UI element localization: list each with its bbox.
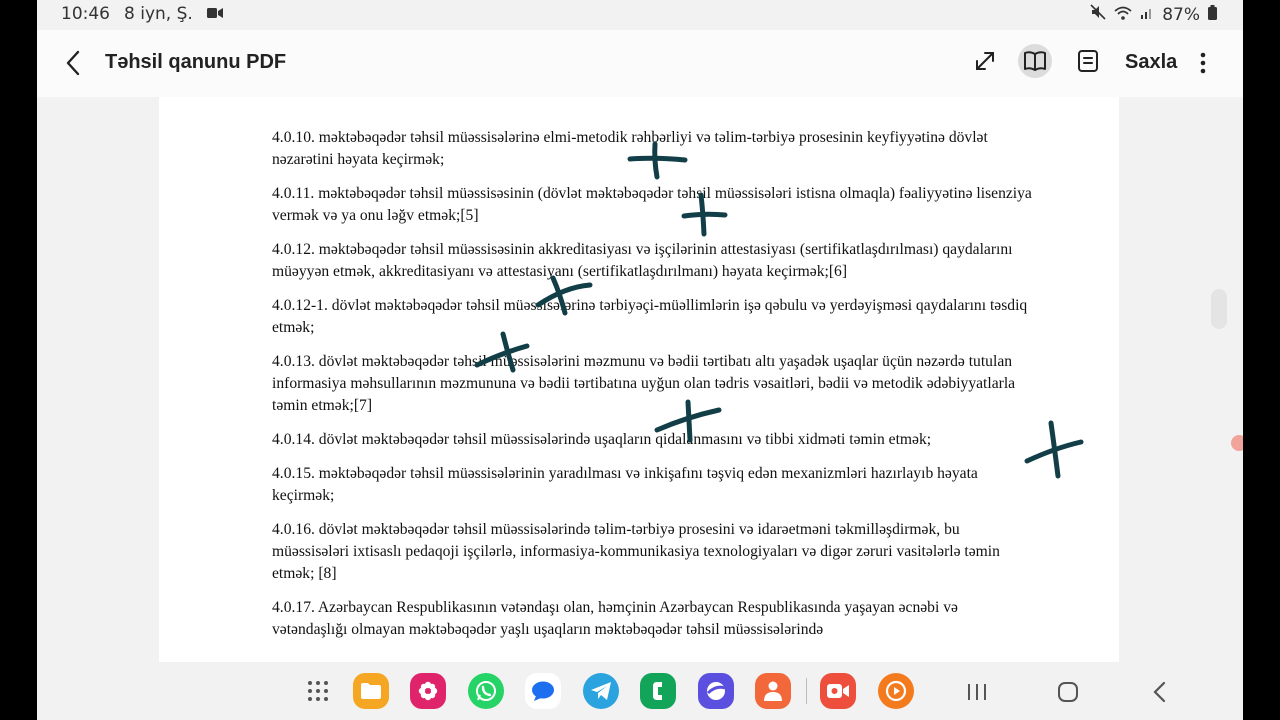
more-options-icon (1193, 48, 1213, 78)
paragraph: 4.0.12-1. dövlət məktəbəqədər təhsil müəssisələrinə tərbiyəçi-müəllimlərin işə qəbulu və yerdəyişməsi qaydalarını təsdiq etmək; (272, 297, 1028, 336)
save-button[interactable]: Saxla (1125, 51, 1178, 73)
status-bar (37, 0, 1243, 30)
android-screen (37, 0, 1243, 720)
more-options-button[interactable] (1193, 48, 1213, 78)
system-back-button[interactable] (1148, 680, 1172, 704)
home-icon (1057, 681, 1079, 703)
back-button[interactable] (59, 48, 89, 78)
paragraph: 4.0.15. məktəbəqədər təhsil müəssisələrinin yaradılması və inkişafını təşviq edən mexanizmləri hazırlayıb həyata keçirmək; (272, 465, 978, 504)
video-editor-app-icon[interactable] (878, 673, 914, 709)
phone-app-icon[interactable] (640, 673, 676, 709)
dock-divider (806, 678, 807, 704)
app-drawer-icon[interactable] (300, 673, 336, 709)
internet-app-icon[interactable] (698, 673, 734, 709)
recent-apps-button[interactable] (965, 680, 989, 704)
video-icon (207, 4, 223, 24)
paragraph: 4.0.17. Azərbaycan Respublikasının vətəndaşı olan, həmçinin Azərbaycan Respublikasında yaşayan əcnəbi və vətəndaşlığı olmayan məktəbəqədər yaşlı uşaqların məktəbəqədər təhsil müəssisələrində (272, 599, 958, 638)
paragraph: 4.0.10. məktəbəqədər təhsil müəssisələrinə elmi-metodik rəhbərliyi və təlim-tərbiyə prosesinin keyfiyyətinə dövlət nəzarətini həyata keçirmək; (272, 129, 988, 168)
messages-app-icon[interactable] (525, 673, 561, 709)
battery-icon (1208, 5, 1217, 25)
battery-percent: 87% (1162, 4, 1200, 25)
pdf-toolbar (37, 30, 1243, 98)
wifi-icon (1114, 5, 1132, 25)
gallery-app-icon[interactable] (410, 673, 446, 709)
document-outline-icon (1077, 49, 1099, 73)
system-back-icon (1152, 681, 1168, 703)
status-time: 10:46 (61, 4, 110, 24)
whatsapp-app-icon[interactable] (468, 673, 504, 709)
paragraph: 4.0.16. dövlət məktəbəqədər təhsil müəssisələrində təlim-tərbiyə prosesini və idarəetməni təkmilləşdirmək, bu müəssisələri ixtisaslı pedaqoji işçilərlə, informasiya-kommunikasiya texnologiyaları və digər zəruri vasitələrlə təmin etmək; [8] (272, 521, 1000, 582)
files-app-icon[interactable] (353, 673, 389, 709)
document-title: Təhsil qanunu PDF (105, 51, 287, 73)
mute-icon (1090, 4, 1106, 25)
recent-apps-icon (966, 683, 988, 701)
reading-mode-button[interactable] (1018, 44, 1052, 78)
paragraph: 4.0.13. dövlət məktəbəqədər təhsil müəssisələrini məzmunu və bədii tərtibatı altı yaşadək uşaqlar üçün nəzərdə tutulan informasiya məhsullarının məzmununa və bədii tərtibatına uyğun olan tədris vəsaitləri, bədii və metodik ədəbiyyatlarla təmin etmək;[7] (272, 353, 1016, 414)
navigation-bar (37, 662, 1243, 720)
pdf-viewer[interactable] (37, 97, 1243, 662)
back-icon (59, 48, 89, 78)
status-date: 8 iyn, Ş. (124, 4, 193, 24)
document-text (272, 127, 1032, 653)
screen-recorder-app-icon[interactable] (820, 673, 856, 709)
signal-icon (1140, 5, 1154, 25)
paragraph: 4.0.12. məktəbəqədər təhsil müəssisəsinin akkreditasiyası və işçilərinin attestasiyası (sertifikatlaşdırılması) qaydalarını müəyyən etmək, akkreditasiyanı və attestasiyanı (sertifikatlaşdırılmanı) həyata keçirmək;[6] (272, 241, 1013, 280)
expand-button[interactable] (968, 44, 1002, 78)
paragraph: 4.0.14. dövlət məktəbəqədər təhsil müəssisələrində uşaqların qidalanmasını və tibbi xidməti təmin etmək; (272, 431, 932, 448)
pdf-page[interactable] (159, 97, 1119, 662)
expand-icon (973, 49, 997, 73)
contacts-app-icon[interactable] (755, 673, 791, 709)
scrollbar-thumb[interactable] (1211, 289, 1227, 329)
document-outline-button[interactable] (1071, 44, 1105, 78)
paragraph: 4.0.11. məktəbəqədər təhsil müəssisəsinin (dövlət məktəbəqədər təhsil müəssisələri istisna olmaqla) fəaliyyətinə lisenziya vermək və ya onu ləğv etmək;[5] (272, 185, 1032, 224)
home-button[interactable] (1056, 680, 1080, 704)
telegram-app-icon[interactable] (583, 673, 619, 709)
edge-panel-handle[interactable] (1231, 435, 1243, 451)
reading-mode-icon (1023, 50, 1047, 72)
